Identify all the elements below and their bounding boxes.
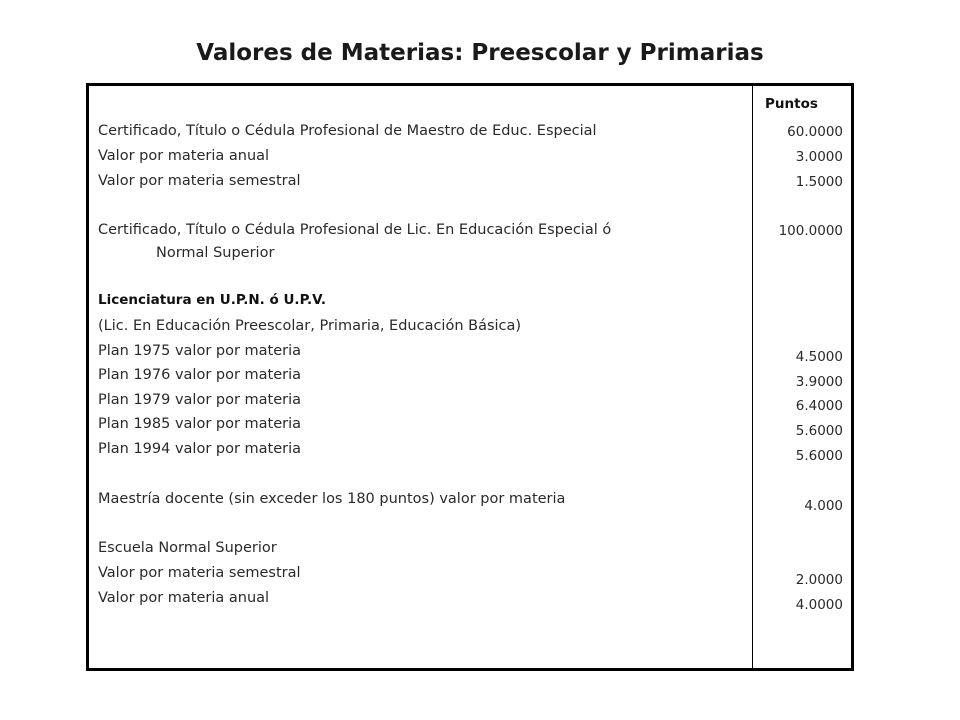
upn-plan-1985-label: Plan 1985 valor por materia [98,416,302,432]
upn-subheading: (Lic. En Educación Preescolar, Primaria, Educación Básica) [98,318,522,334]
upn-plan-1994-points: 5.6000 [795,448,843,464]
maestro-especial-anual-label: Valor por materia anual [98,148,270,164]
upn-plan-1975-label: Plan 1975 valor por materia [98,343,302,359]
normal-superior-semestral-points: 2.0000 [795,572,843,588]
maestria-label: Maestría docente (sin exceder los 180 puntos) valor por materia [98,491,566,507]
upn-plan-1979-points: 6.4000 [795,398,843,414]
maestria-points: 4.000 [804,498,843,514]
upn-plan-1985-points: 5.6000 [795,423,843,439]
maestro-especial-semestral-label: Valor por materia semestral [98,173,301,189]
upn-plan-1976-label: Plan 1976 valor por materia [98,367,302,383]
upn-plan-1979-label: Plan 1979 valor por materia [98,392,302,408]
maestro-especial-anual-points: 3.0000 [795,149,843,165]
normal-superior-anual-label: Valor por materia anual [98,590,270,606]
upn-plan-1976-points: 3.9000 [795,374,843,390]
values-table [86,83,854,671]
lic-especial-heading-line2: Normal Superior [156,245,275,261]
points-column-header: Puntos [765,96,818,112]
lic-especial-points: 100.0000 [778,223,843,239]
column-divider [752,86,753,668]
normal-superior-semestral-label: Valor por materia semestral [98,565,301,581]
maestro-especial-semestral-points: 1.5000 [795,174,843,190]
maestro-especial-heading-points: 60.0000 [787,124,843,140]
upn-plan-1994-label: Plan 1994 valor por materia [98,441,302,457]
upn-plan-1975-points: 4.5000 [795,349,843,365]
page-title: Valores de Materias: Preescolar y Primarias [196,40,764,66]
lic-especial-heading-line1: Certificado, Título o Cédula Profesional de Lic. En Educación Especial ó [98,222,612,238]
maestro-especial-heading: Certificado, Título o Cédula Profesional de Maestro de Educ. Especial [98,123,597,139]
normal-superior-heading: Escuela Normal Superior [98,540,277,556]
normal-superior-anual-points: 4.0000 [795,597,843,613]
upn-heading: Licenciatura en U.P.N. ó U.P.V. [98,292,326,308]
